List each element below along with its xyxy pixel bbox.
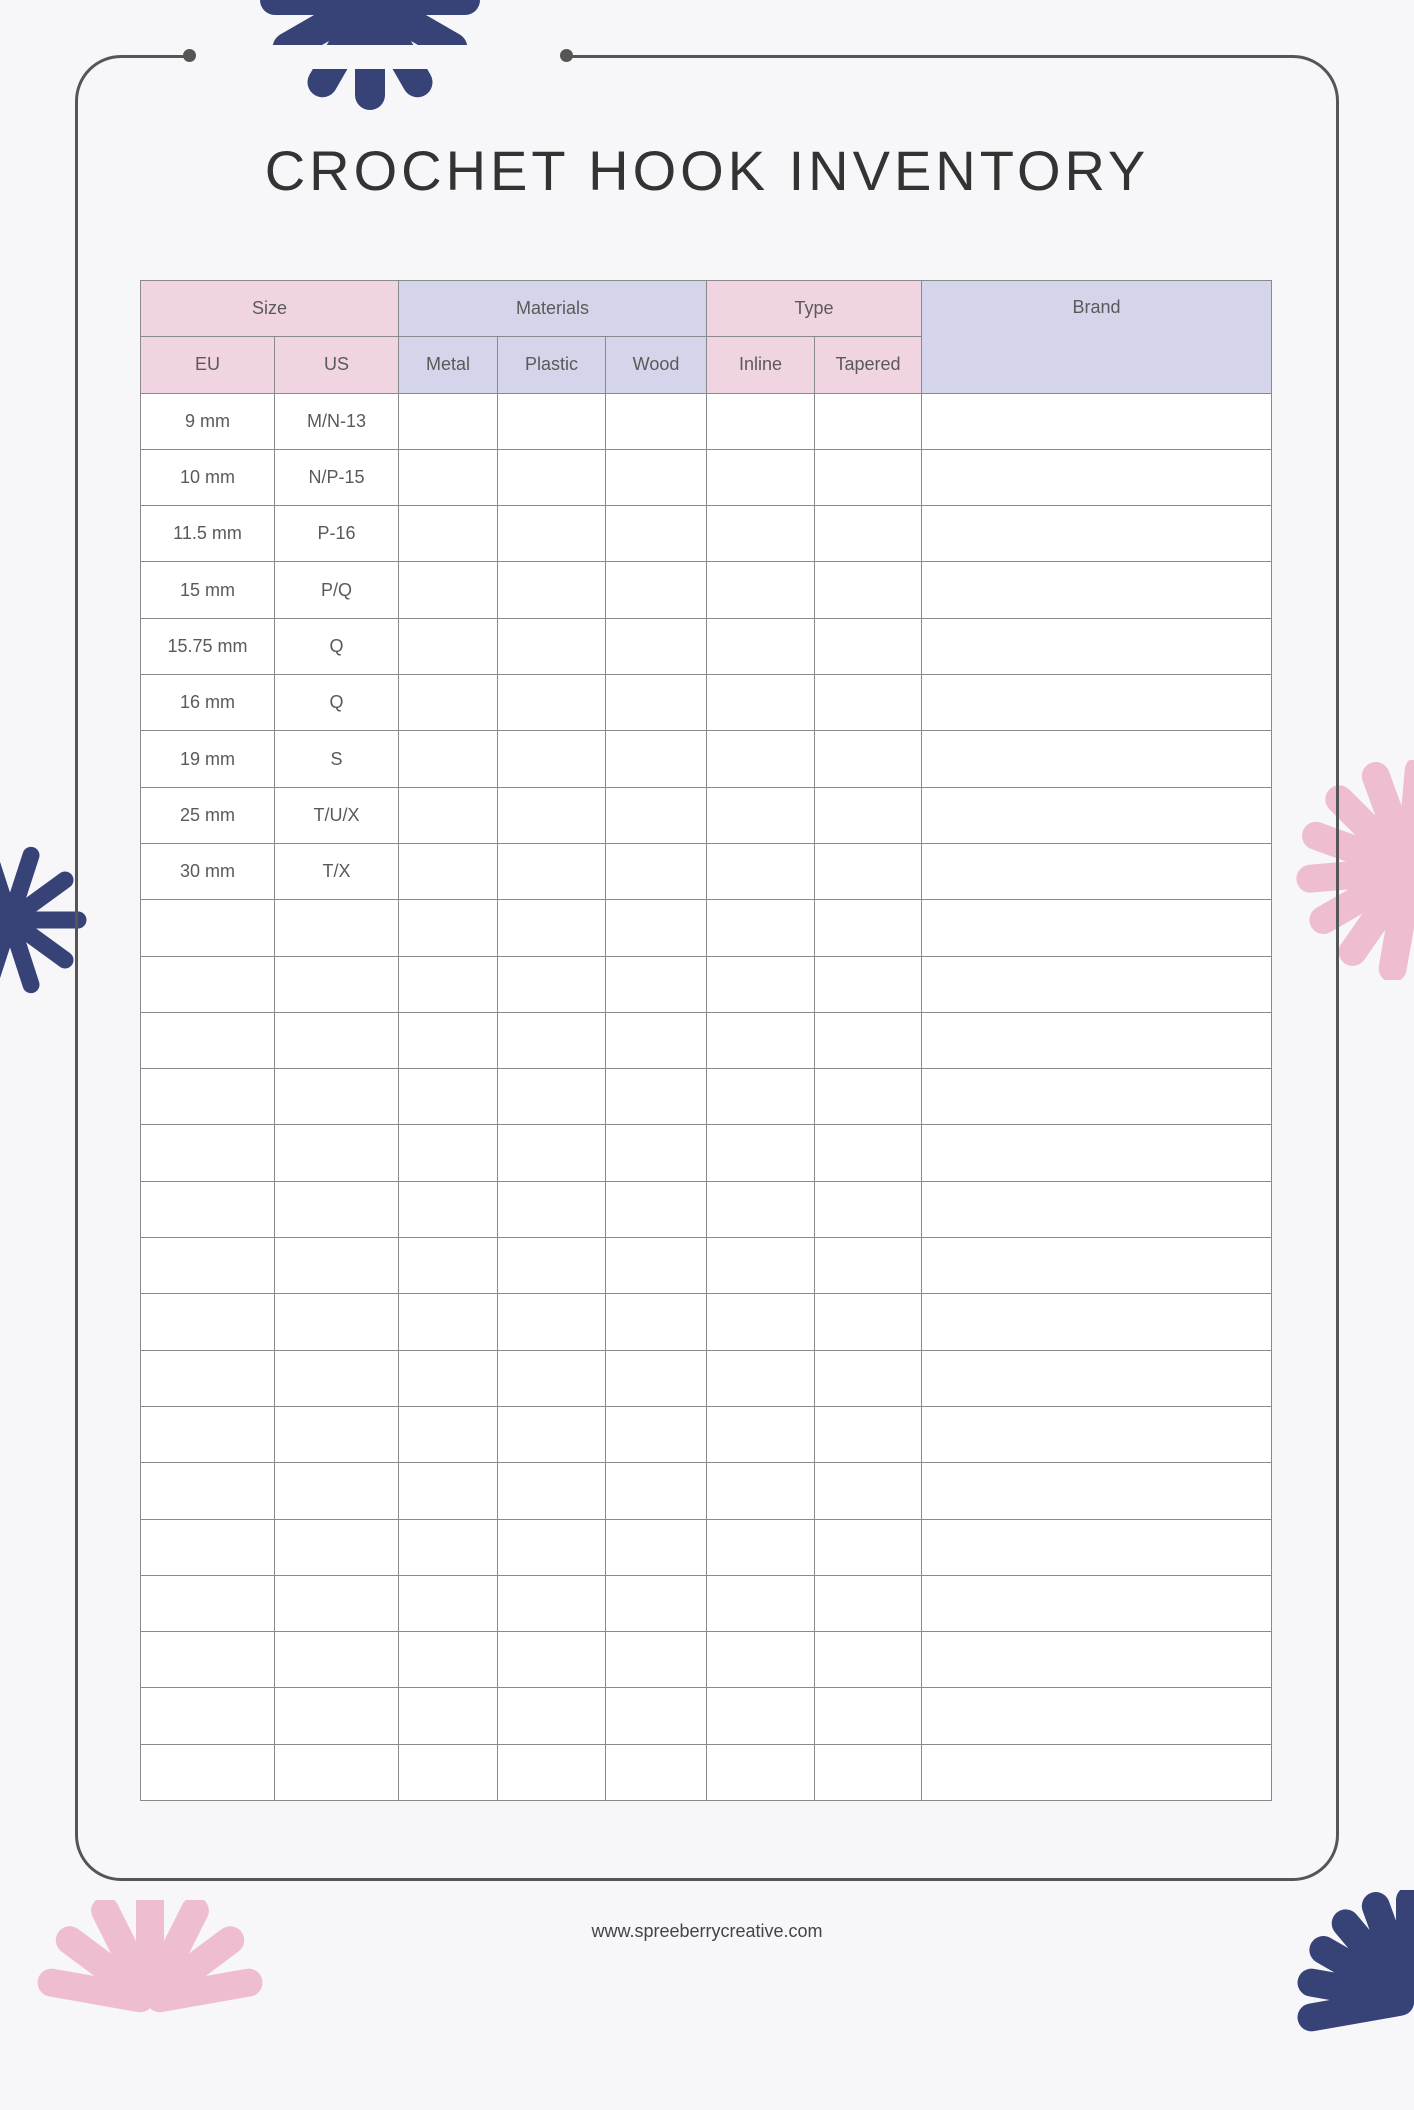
page-title: CROCHET HOOK INVENTORY <box>264 139 1150 202</box>
us-cell <box>275 1744 399 1800</box>
inline-cell[interactable] <box>707 618 815 674</box>
inline-cell[interactable] <box>707 1406 815 1462</box>
header-wood: Wood <box>606 337 707 393</box>
us-cell <box>275 1688 399 1744</box>
inline-cell[interactable] <box>707 1688 815 1744</box>
tapered-cell[interactable] <box>815 449 922 505</box>
metal-cell[interactable] <box>399 1575 498 1631</box>
us-cell: M/N-13 <box>275 393 399 449</box>
frame-dot-right <box>560 49 573 62</box>
plastic-cell[interactable] <box>498 1688 606 1744</box>
inline-cell[interactable] <box>707 1575 815 1631</box>
metal-cell[interactable] <box>399 787 498 843</box>
brand-cell[interactable] <box>922 562 1272 618</box>
metal-cell[interactable] <box>399 449 498 505</box>
brand-cell[interactable] <box>922 1238 1272 1294</box>
tapered-cell[interactable] <box>815 1744 922 1800</box>
tapered-cell[interactable] <box>815 843 922 899</box>
header-size: Size <box>141 281 399 337</box>
table-row <box>141 1744 1272 1800</box>
tapered-cell[interactable] <box>815 1350 922 1406</box>
tapered-cell[interactable] <box>815 1125 922 1181</box>
eu-cell <box>141 1632 275 1688</box>
inline-cell[interactable] <box>707 675 815 731</box>
inline-cell[interactable] <box>707 1125 815 1181</box>
header-us: US <box>275 337 399 393</box>
inline-cell[interactable] <box>707 1519 815 1575</box>
metal-cell[interactable] <box>399 562 498 618</box>
wood-cell[interactable] <box>606 956 707 1012</box>
plastic-cell[interactable] <box>498 843 606 899</box>
metal-cell[interactable] <box>399 900 498 956</box>
table-row <box>141 843 1272 899</box>
tapered-cell[interactable] <box>815 1406 922 1462</box>
eu-cell <box>141 1294 275 1350</box>
eu-cell: 9 mm <box>141 393 275 449</box>
us-cell <box>275 1069 399 1125</box>
metal-cell[interactable] <box>399 956 498 1012</box>
inline-cell[interactable] <box>707 1744 815 1800</box>
wood-cell[interactable] <box>606 1688 707 1744</box>
brand-cell[interactable] <box>922 731 1272 787</box>
table-row <box>141 1632 1272 1688</box>
inline-cell[interactable] <box>707 1463 815 1519</box>
wood-cell[interactable] <box>606 506 707 562</box>
wood-cell[interactable] <box>606 900 707 956</box>
wood-cell[interactable] <box>606 1406 707 1462</box>
table-row <box>141 618 1272 674</box>
tapered-cell[interactable] <box>815 675 922 731</box>
wood-cell[interactable] <box>606 1069 707 1125</box>
us-cell: P-16 <box>275 506 399 562</box>
wood-cell[interactable] <box>606 449 707 505</box>
group-header-row <box>141 281 1272 337</box>
metal-cell[interactable] <box>399 1688 498 1744</box>
eu-cell <box>141 1519 275 1575</box>
tapered-cell[interactable] <box>815 731 922 787</box>
table-row <box>141 1463 1272 1519</box>
tapered-cell[interactable] <box>815 506 922 562</box>
wood-cell[interactable] <box>606 562 707 618</box>
us-cell: S <box>275 731 399 787</box>
us-cell <box>275 1575 399 1631</box>
tapered-cell[interactable] <box>815 1181 922 1237</box>
wood-cell[interactable] <box>606 731 707 787</box>
us-cell <box>275 1125 399 1181</box>
eu-cell <box>141 1181 275 1237</box>
metal-cell[interactable] <box>399 393 498 449</box>
plastic-cell[interactable] <box>498 731 606 787</box>
eu-cell: 19 mm <box>141 731 275 787</box>
wood-cell[interactable] <box>606 1294 707 1350</box>
wood-cell[interactable] <box>606 675 707 731</box>
us-cell <box>275 1294 399 1350</box>
brand-cell[interactable] <box>922 1519 1272 1575</box>
us-cell <box>275 1181 399 1237</box>
metal-cell[interactable] <box>399 1350 498 1406</box>
inline-cell[interactable] <box>707 506 815 562</box>
eu-cell <box>141 1238 275 1294</box>
brand-cell[interactable] <box>922 1688 1272 1744</box>
tapered-cell[interactable] <box>815 1463 922 1519</box>
header-tapered: Tapered <box>815 337 922 393</box>
brand-cell[interactable] <box>922 843 1272 899</box>
wood-cell[interactable] <box>606 393 707 449</box>
table-row <box>141 1575 1272 1631</box>
header-eu: EU <box>141 337 275 393</box>
eu-cell <box>141 1125 275 1181</box>
metal-cell[interactable] <box>399 1406 498 1462</box>
metal-cell[interactable] <box>399 1519 498 1575</box>
wood-cell[interactable] <box>606 1238 707 1294</box>
frame-dot-left <box>183 49 196 62</box>
inline-cell[interactable] <box>707 449 815 505</box>
table-row <box>141 956 1272 1012</box>
table-row <box>141 1125 1272 1181</box>
us-cell <box>275 1519 399 1575</box>
tapered-cell[interactable] <box>815 1238 922 1294</box>
metal-cell[interactable] <box>399 1744 498 1800</box>
eu-cell <box>141 1744 275 1800</box>
plastic-cell[interactable] <box>498 900 606 956</box>
us-cell <box>275 900 399 956</box>
brand-cell[interactable] <box>922 1744 1272 1800</box>
eu-cell <box>141 1069 275 1125</box>
metal-cell[interactable] <box>399 1125 498 1181</box>
plastic-cell[interactable] <box>498 1294 606 1350</box>
us-cell <box>275 1463 399 1519</box>
metal-cell[interactable] <box>399 731 498 787</box>
table-row <box>141 449 1272 505</box>
wood-cell[interactable] <box>606 1632 707 1688</box>
table-row <box>141 1406 1272 1462</box>
metal-cell[interactable] <box>399 675 498 731</box>
wood-cell[interactable] <box>606 1463 707 1519</box>
eu-cell <box>141 1463 275 1519</box>
tapered-cell[interactable] <box>815 618 922 674</box>
eu-cell <box>141 1406 275 1462</box>
wood-cell[interactable] <box>606 1350 707 1406</box>
plastic-cell[interactable] <box>498 956 606 1012</box>
metal-cell[interactable] <box>399 1012 498 1068</box>
plastic-cell[interactable] <box>498 1632 606 1688</box>
table-row <box>141 1181 1272 1237</box>
us-cell <box>275 956 399 1012</box>
tapered-cell[interactable] <box>815 900 922 956</box>
plastic-cell[interactable] <box>498 1181 606 1237</box>
brand-cell[interactable] <box>922 1575 1272 1631</box>
tapered-cell[interactable] <box>815 1575 922 1631</box>
metal-cell[interactable] <box>399 618 498 674</box>
tapered-cell[interactable] <box>815 393 922 449</box>
table-row <box>141 900 1272 956</box>
metal-cell[interactable] <box>399 1294 498 1350</box>
header-plastic: Plastic <box>498 337 606 393</box>
inline-cell[interactable] <box>707 1181 815 1237</box>
us-cell: Q <box>275 618 399 674</box>
brand-cell[interactable] <box>922 1181 1272 1237</box>
header-metal: Metal <box>399 337 498 393</box>
plastic-cell[interactable] <box>498 1125 606 1181</box>
plastic-cell[interactable] <box>498 562 606 618</box>
inline-cell[interactable] <box>707 1238 815 1294</box>
plastic-cell[interactable] <box>498 675 606 731</box>
table-row <box>141 1688 1272 1744</box>
inline-cell[interactable] <box>707 393 815 449</box>
tapered-cell[interactable] <box>815 1294 922 1350</box>
plastic-cell[interactable] <box>498 1406 606 1462</box>
tapered-cell[interactable] <box>815 1012 922 1068</box>
plastic-cell[interactable] <box>498 618 606 674</box>
brand-cell[interactable] <box>922 675 1272 731</box>
wood-cell[interactable] <box>606 1519 707 1575</box>
metal-cell[interactable] <box>399 1181 498 1237</box>
inline-cell[interactable] <box>707 731 815 787</box>
us-cell: N/P-15 <box>275 449 399 505</box>
inline-cell[interactable] <box>707 956 815 1012</box>
brand-cell[interactable] <box>922 787 1272 843</box>
table-row <box>141 1069 1272 1125</box>
eu-cell: 11.5 mm <box>141 506 275 562</box>
table-row <box>141 1238 1272 1294</box>
brand-cell[interactable] <box>922 1012 1272 1068</box>
eu-cell: 30 mm <box>141 843 275 899</box>
inline-cell[interactable] <box>707 562 815 618</box>
plastic-cell[interactable] <box>498 1575 606 1631</box>
plastic-cell[interactable] <box>498 449 606 505</box>
eu-cell: 15.75 mm <box>141 618 275 674</box>
frame-gap <box>188 45 566 69</box>
table-row <box>141 1012 1272 1068</box>
brand-cell[interactable] <box>922 900 1272 956</box>
table-row <box>141 1519 1272 1575</box>
brand-cell[interactable] <box>922 1069 1272 1125</box>
table-row <box>141 1350 1272 1406</box>
eu-cell: 10 mm <box>141 449 275 505</box>
eu-cell <box>141 1575 275 1631</box>
header-brand <box>922 281 1272 394</box>
plastic-cell[interactable] <box>498 1350 606 1406</box>
metal-cell[interactable] <box>399 1238 498 1294</box>
tapered-cell[interactable] <box>815 1632 922 1688</box>
eu-cell <box>141 956 275 1012</box>
brand-cell[interactable] <box>922 1463 1272 1519</box>
table-row <box>141 1294 1272 1350</box>
tapered-cell[interactable] <box>815 956 922 1012</box>
inventory-table <box>140 280 1272 1801</box>
eu-cell <box>141 1012 275 1068</box>
tapered-cell[interactable] <box>815 562 922 618</box>
us-cell <box>275 1238 399 1294</box>
metal-cell[interactable] <box>399 1463 498 1519</box>
table-row <box>141 506 1272 562</box>
table-row <box>141 393 1272 449</box>
eu-cell: 16 mm <box>141 675 275 731</box>
us-cell: T/U/X <box>275 787 399 843</box>
us-cell <box>275 1012 399 1068</box>
header-inline: Inline <box>707 337 815 393</box>
table-row <box>141 787 1272 843</box>
plastic-cell[interactable] <box>498 1519 606 1575</box>
eu-cell <box>141 1688 275 1744</box>
metal-cell[interactable] <box>399 506 498 562</box>
brand-cell[interactable] <box>922 1350 1272 1406</box>
table-row <box>141 675 1272 731</box>
wood-cell[interactable] <box>606 1744 707 1800</box>
brand-cell[interactable] <box>922 1406 1272 1462</box>
metal-cell[interactable] <box>399 1632 498 1688</box>
brand-cell[interactable] <box>922 1125 1272 1181</box>
us-cell: P/Q <box>275 562 399 618</box>
plastic-cell[interactable] <box>498 1012 606 1068</box>
inline-cell[interactable] <box>707 787 815 843</box>
inline-cell[interactable] <box>707 900 815 956</box>
wood-cell[interactable] <box>606 618 707 674</box>
inline-cell[interactable] <box>707 1632 815 1688</box>
header-type: Type <box>707 281 922 337</box>
us-cell <box>275 1632 399 1688</box>
inline-cell[interactable] <box>707 1294 815 1350</box>
eu-cell <box>141 1350 275 1406</box>
tapered-cell[interactable] <box>815 787 922 843</box>
wood-cell[interactable] <box>606 1125 707 1181</box>
eu-cell <box>141 900 275 956</box>
footer-url: www.spreeberrycreative.com <box>591 1921 823 1941</box>
tapered-cell[interactable] <box>815 1519 922 1575</box>
table-row <box>141 562 1272 618</box>
flower-petal <box>160 1983 249 1999</box>
wood-cell[interactable] <box>606 843 707 899</box>
plastic-cell[interactable] <box>498 393 606 449</box>
us-cell <box>275 1406 399 1462</box>
plastic-cell[interactable] <box>498 1238 606 1294</box>
eu-cell: 15 mm <box>141 562 275 618</box>
header-materials: Materials <box>399 281 707 337</box>
inline-cell[interactable] <box>707 1069 815 1125</box>
us-cell: T/X <box>275 843 399 899</box>
plastic-cell[interactable] <box>498 787 606 843</box>
brand-cell[interactable] <box>922 393 1272 449</box>
plastic-cell[interactable] <box>498 1463 606 1519</box>
brand-cell[interactable] <box>922 618 1272 674</box>
plastic-cell[interactable] <box>498 506 606 562</box>
plastic-cell[interactable] <box>498 1744 606 1800</box>
brand-cell[interactable] <box>922 1294 1272 1350</box>
us-cell: Q <box>275 675 399 731</box>
plastic-cell[interactable] <box>498 1069 606 1125</box>
metal-cell[interactable] <box>399 843 498 899</box>
inline-cell[interactable] <box>707 1012 815 1068</box>
brand-cell[interactable] <box>922 956 1272 1012</box>
brand-cell[interactable] <box>922 1632 1272 1688</box>
wood-cell[interactable] <box>606 787 707 843</box>
inline-cell[interactable] <box>707 843 815 899</box>
header-brand-label: Brand <box>1072 297 1121 317</box>
tapered-cell[interactable] <box>815 1688 922 1744</box>
inline-cell[interactable] <box>707 1350 815 1406</box>
tapered-cell[interactable] <box>815 1069 922 1125</box>
table-row <box>141 731 1272 787</box>
us-cell <box>275 1350 399 1406</box>
eu-cell: 25 mm <box>141 787 275 843</box>
wood-cell[interactable] <box>606 1575 707 1631</box>
metal-cell[interactable] <box>399 1069 498 1125</box>
brand-cell[interactable] <box>922 506 1272 562</box>
wood-cell[interactable] <box>606 1012 707 1068</box>
wood-cell[interactable] <box>606 1181 707 1237</box>
brand-cell[interactable] <box>922 449 1272 505</box>
